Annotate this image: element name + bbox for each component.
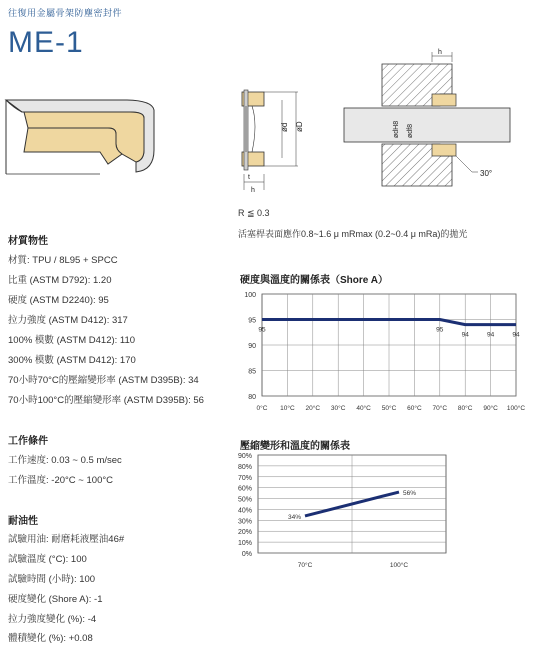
y-tick-label: 10% (237, 540, 252, 548)
x-tick-label: 70°C (297, 562, 313, 569)
x-tick-label: 60°C (407, 405, 422, 412)
y-tick-label: 40% (237, 507, 252, 515)
oil-line: 試驗溫度 (°C): 100 (8, 554, 87, 565)
x-tick-label: 10°C (280, 405, 295, 412)
x-tick-label: 100°C (389, 562, 409, 569)
data-label: 34% (287, 513, 301, 521)
page-subtitle: 往復用金屬骨架防塵密封件 (8, 8, 123, 18)
dim-d-label: ød (280, 122, 289, 132)
x-tick-label: 50°C (381, 405, 397, 412)
install-angle-label: 30° (480, 169, 493, 178)
y-tick-label: 30% (237, 518, 252, 526)
data-label: 94 (461, 331, 469, 339)
data-label: 94 (512, 331, 520, 339)
y-tick-label: 100 (244, 292, 256, 299)
x-tick-label: 20°C (305, 405, 321, 412)
data-label: 56% (403, 490, 417, 498)
compression-chart (236, 450, 476, 575)
oil-line: 拉力強度變化 (%): -4 (8, 614, 97, 625)
install-h-label: h (438, 49, 442, 56)
oil-line: 體積變化 (%): +0.08 (8, 633, 93, 644)
x-tick-label: 80°C (457, 405, 473, 412)
page-title: ME-1 (8, 26, 84, 59)
y-tick-label: 85 (248, 368, 256, 376)
surface-note: 活塞桿表面應作0.8~1.6 μ mRmax (0.2~0.4 μ mRa)的拋光 (238, 229, 468, 239)
y-tick-label: 80 (248, 394, 256, 401)
material-line: 300% 模數 (ASTM D412): 170 (8, 355, 136, 366)
x-tick-label: 0°C (256, 405, 268, 412)
conditions-line: 工作溫度: -20°C ~ 100°C (8, 475, 114, 486)
seal-section-3d-illustration (4, 88, 164, 188)
y-tick-label: 90 (248, 343, 256, 350)
material-line: 材質: TPU / 8L95 + SPCC (8, 255, 118, 266)
data-label: 95 (258, 326, 266, 334)
installation-drawing (332, 44, 522, 194)
x-tick-label: 30°C (330, 405, 346, 412)
data-label: 94 (486, 331, 495, 339)
material-line: 拉力強度 (ASTM D412): 317 (8, 315, 128, 326)
x-tick-label: 90°C (483, 405, 498, 412)
x-tick-label: 40°C (356, 405, 371, 412)
y-tick-label: 90% (237, 453, 252, 460)
compression-chart-title: 壓縮變形和溫度的關係表 (240, 441, 350, 452)
oil-line: 試驗用油: 耐磨耗液壓油46# (8, 534, 125, 545)
conditions-heading: 工作條件 (8, 436, 48, 447)
oil-line: 試驗時間 (小時): 100 (8, 574, 96, 585)
material-line: 100% 模數 (ASTM D412): 110 (8, 335, 136, 346)
y-tick-label: 20% (237, 529, 252, 537)
oil-line: 硬度變化 (Shore A): -1 (8, 594, 103, 605)
y-tick-label: 60% (237, 485, 252, 493)
y-tick-label: 95 (248, 317, 256, 325)
y-tick-label: 70% (237, 474, 252, 482)
x-tick-label: 70°C (432, 405, 448, 412)
dim-D-label: øD (295, 121, 304, 132)
material-line: 比重 (ASTM D792): 1.20 (8, 275, 112, 286)
material-line: 硬度 (ASTM D2240): 95 (8, 295, 109, 306)
material-line: 70小時100°C的壓縮變形率 (ASTM D395B): 56 (8, 395, 204, 406)
x-tick-label: 100°C (506, 405, 526, 412)
dim-t-label: t (248, 174, 250, 181)
y-tick-label: 0% (241, 551, 252, 558)
conditions-line: 工作速度: 0.03 ~ 0.5 m/sec (8, 455, 122, 466)
hardness-chart (236, 288, 528, 416)
oil-heading: 耐油性 (8, 516, 38, 527)
data-label: 95 (436, 326, 444, 334)
seal-dimension-drawing (238, 86, 312, 198)
install-dh8-label: ødH8 (393, 120, 400, 138)
dim-h-label: h (251, 187, 255, 194)
y-tick-label: 80% (237, 463, 252, 471)
material-line: 70小時70°C的壓縮變形率 (ASTM D395B): 34 (8, 375, 199, 386)
material-heading: 材質物性 (8, 236, 48, 247)
y-tick-label: 50% (237, 496, 252, 504)
install-df8-label: ødf8 (407, 123, 414, 138)
roughness-note: R ≦ 0.3 (238, 208, 270, 218)
hardness-chart-title: 硬度與溫度的關係表（Shore A） (240, 275, 388, 286)
